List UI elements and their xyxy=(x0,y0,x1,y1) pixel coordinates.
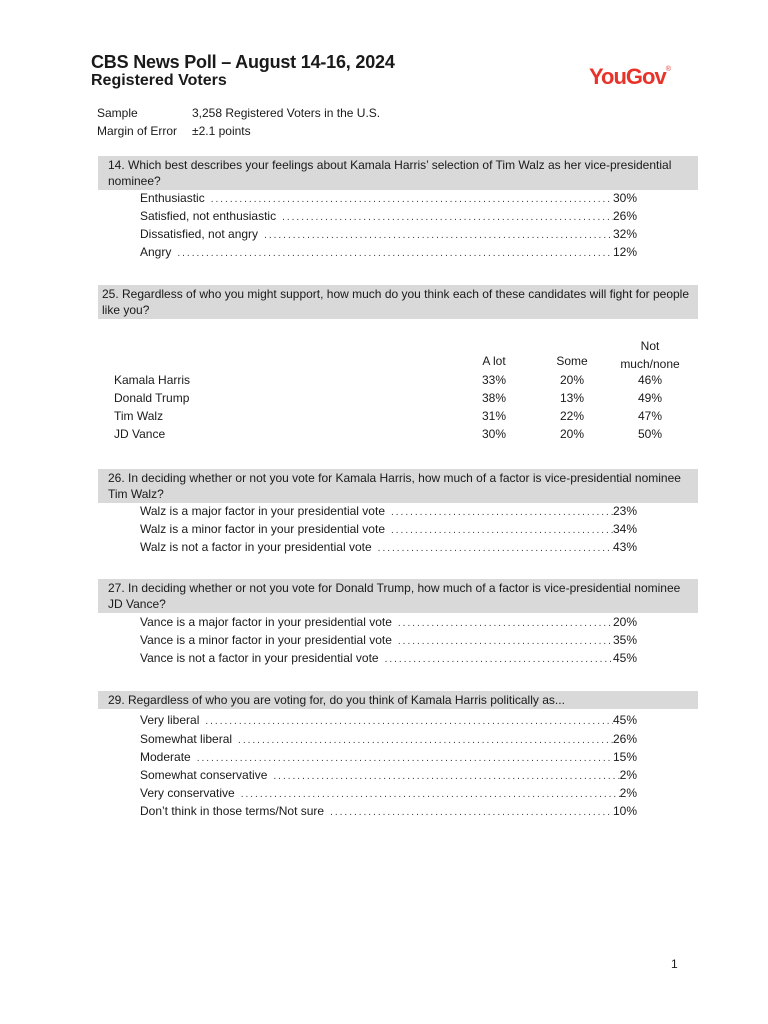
q25-col-not-line2: much/none xyxy=(620,357,680,371)
q29-row-label: Don’t think in those terms/Not sure xyxy=(140,804,325,818)
q29-row-label: Somewhat liberal xyxy=(140,732,233,746)
q25-cell: 47% xyxy=(637,409,663,423)
q14-row xyxy=(140,226,637,244)
q27-row-label: Vance is a major factor in your presidential vote xyxy=(140,615,392,629)
q26-row-value: 34% xyxy=(612,522,637,536)
q27-row-value: 20% xyxy=(612,615,637,629)
leader-dots xyxy=(211,192,613,208)
q29-row-value: 45% xyxy=(612,713,637,727)
question-25-text: 25. Regardless of who you might support, how much do you think each of these candidates will fight for people like you? xyxy=(102,287,690,317)
q29-row-label: Very conservative xyxy=(140,786,235,800)
leader-dots xyxy=(385,652,613,668)
sample-label: Sample xyxy=(97,106,138,120)
q29-row-value: 2% xyxy=(619,786,637,800)
q25-col-not-line1: Not xyxy=(640,339,660,353)
q26-row-label: Walz is a major factor in your presidential vote xyxy=(140,504,385,518)
q29-row-label: Moderate xyxy=(140,750,191,764)
q27-row xyxy=(140,614,637,632)
q14-row-value: 32% xyxy=(612,227,637,241)
q29-row xyxy=(140,803,637,821)
sample-value: 3,258 Registered Voters in the U.S. xyxy=(192,106,381,120)
q26-row-label: Walz is a minor factor in your presidential vote xyxy=(140,522,385,536)
question-27-header xyxy=(98,579,698,613)
q29-row-label: Very liberal xyxy=(140,713,200,727)
leader-dots xyxy=(282,210,613,226)
leader-dots xyxy=(398,634,613,650)
q14-row-value: 26% xyxy=(612,209,637,223)
q27-row-value: 45% xyxy=(612,651,637,665)
q29-row xyxy=(140,785,637,803)
q25-col-a-lot: A lot xyxy=(482,354,506,368)
page-title: CBS News Poll – August 14-16, 2024 xyxy=(91,52,395,72)
leader-dots xyxy=(241,787,620,803)
q27-row xyxy=(140,650,637,668)
q25-cell: 20% xyxy=(559,373,585,387)
q14-row-label: Angry xyxy=(140,245,172,259)
leader-dots xyxy=(273,769,619,785)
q25-col-some: Some xyxy=(556,354,588,368)
q27-row xyxy=(140,632,637,650)
q25-cell: 46% xyxy=(637,373,663,387)
leader-dots xyxy=(205,714,613,730)
q26-row-value: 23% xyxy=(612,504,637,518)
q25-cell: 30% xyxy=(481,427,507,441)
q25-cell: 50% xyxy=(637,427,663,441)
leader-dots xyxy=(197,751,613,767)
q29-row xyxy=(140,731,637,749)
q27-row-label: Vance is a minor factor in your presidential vote xyxy=(140,633,392,647)
page-subtitle: Registered Voters xyxy=(91,72,227,89)
q26-row-value: 43% xyxy=(612,540,637,554)
leader-dots xyxy=(177,246,613,262)
q29-row xyxy=(140,767,637,785)
q25-col-not-much xyxy=(615,337,685,373)
question-14-text: 14. Which best describes your feelings about Kamala Harris’ selection of Tim Walz as her vice-presidential nominee? xyxy=(108,158,672,188)
q27-row-label: Vance is not a factor in your presidential vote xyxy=(140,651,379,665)
q26-row-label: Walz is not a factor in your presidential vote xyxy=(140,540,372,554)
q26-row xyxy=(140,503,637,521)
margin-of-error-line xyxy=(97,124,251,138)
q14-row xyxy=(140,244,637,262)
q29-row-value: 15% xyxy=(612,750,637,764)
moe-value: ±2.1 points xyxy=(192,124,251,138)
q14-row xyxy=(140,190,637,208)
q14-row-label: Dissatisfied, not angry xyxy=(140,227,259,241)
q27-row-value: 35% xyxy=(612,633,637,647)
q25-row-name: Kamala Harris xyxy=(114,373,191,387)
leader-dots xyxy=(398,616,613,632)
q25-cell: 33% xyxy=(481,373,507,387)
yougov-logo xyxy=(589,64,670,90)
logo-text: YouGov xyxy=(589,64,666,89)
q25-cell: 22% xyxy=(559,409,585,423)
q14-row xyxy=(140,208,637,226)
question-26-header xyxy=(98,469,698,503)
q29-row-value: 2% xyxy=(619,768,637,782)
question-29-header xyxy=(98,691,698,709)
q29-row-label: Somewhat conservative xyxy=(140,768,268,782)
q26-row xyxy=(140,521,637,539)
q25-cell: 20% xyxy=(559,427,585,441)
q14-row-label: Enthusiastic xyxy=(140,191,205,205)
leader-dots xyxy=(330,805,613,821)
leader-dots xyxy=(238,733,613,749)
q25-cell: 13% xyxy=(559,391,585,405)
q25-cell: 38% xyxy=(481,391,507,405)
q25-row-name: Tim Walz xyxy=(114,409,164,423)
q14-row-label: Satisfied, not enthusiastic xyxy=(140,209,277,223)
leader-dots xyxy=(264,228,613,244)
q14-row-value: 12% xyxy=(612,245,637,259)
q26-row xyxy=(140,539,637,557)
question-27-text: 27. In deciding whether or not you vote for Donald Trump, how much of a factor is vice-presidential nominee JD Vance? xyxy=(108,581,681,611)
logo-registered-mark: ® xyxy=(665,66,670,73)
q29-row-value: 26% xyxy=(612,732,637,746)
q29-row-value: 10% xyxy=(612,804,637,818)
q14-row-value: 30% xyxy=(612,191,637,205)
q29-row xyxy=(140,749,637,767)
question-14-header xyxy=(98,156,698,190)
leader-dots xyxy=(391,523,613,539)
q25-cell: 31% xyxy=(481,409,507,423)
leader-dots xyxy=(378,541,613,557)
question-26-text: 26. In deciding whether or not you vote for Kamala Harris, how much of a factor is vice-presidential nominee Tim Walz? xyxy=(108,471,681,501)
q25-cell: 49% xyxy=(637,391,663,405)
moe-label: Margin of Error xyxy=(97,124,178,138)
leader-dots xyxy=(391,505,613,521)
page-number: 1 xyxy=(671,957,678,971)
question-25-header xyxy=(98,285,698,319)
q25-row-name: JD Vance xyxy=(114,427,166,441)
sample-line xyxy=(97,106,380,120)
question-29-text: 29. Regardless of who you are voting for, do you think of Kamala Harris politically as... xyxy=(108,693,565,707)
q29-row xyxy=(140,712,637,730)
q25-row-name: Donald Trump xyxy=(114,391,190,405)
